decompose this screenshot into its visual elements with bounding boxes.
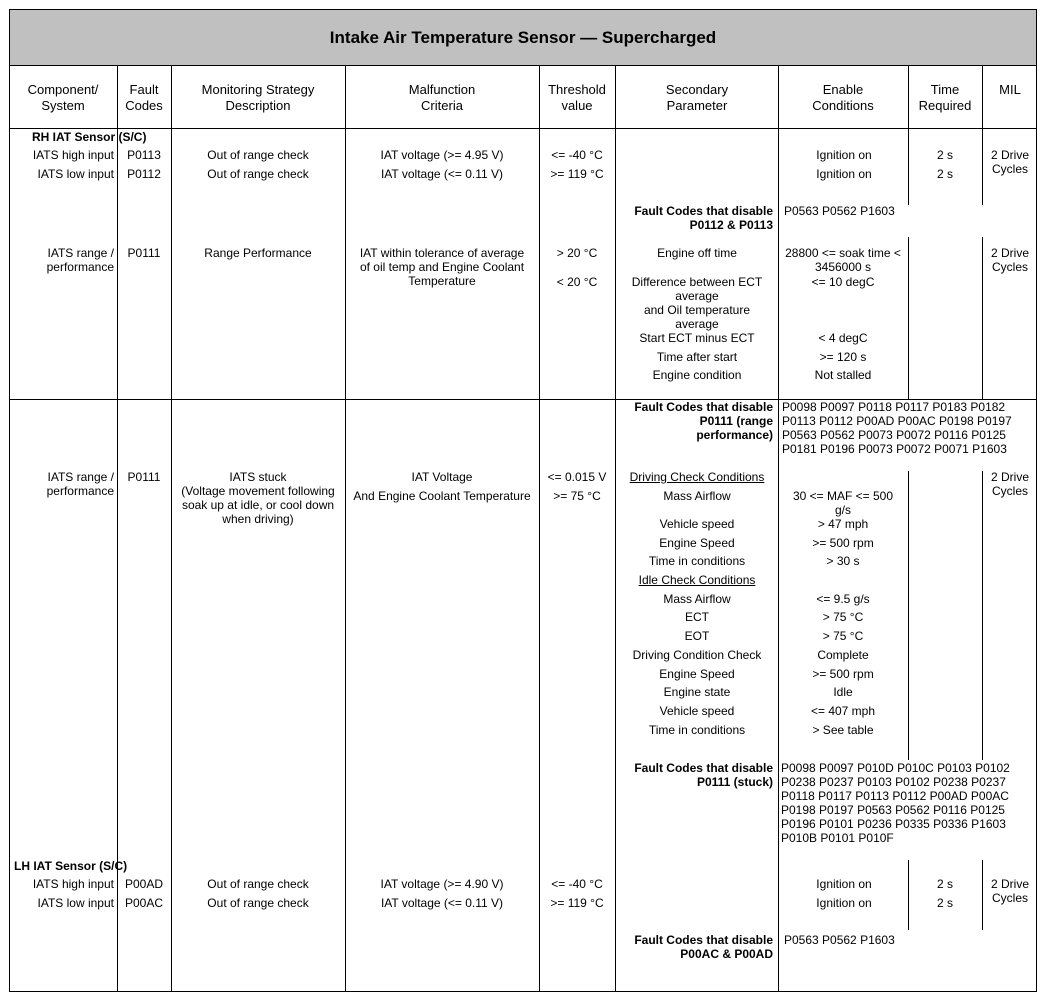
criteria-cell: IAT voltage (<= 0.11 V) [380, 896, 504, 910]
criteria-cell: IAT within tolerance of average of oil temp and Engine Coolant Temperature [359, 246, 525, 288]
enable-condition: <= 9.5 g/s [816, 592, 870, 606]
secondary-parameter: Time after start [656, 350, 738, 364]
secondary-parameter: Vehicle speed [659, 517, 735, 531]
disable-codes: P0563 P0562 P1603 [784, 933, 895, 947]
header-secondary: Secondary Parameter [665, 82, 729, 113]
monitoring-cell: Range Performance [204, 246, 312, 260]
secondary-parameter: Engine Speed [659, 536, 735, 550]
secondary-parameter: Vehicle speed [659, 704, 735, 718]
criteria-cell: IAT voltage (>= 4.95 V) [380, 148, 504, 162]
enable-condition: >= 120 s [819, 350, 867, 364]
enable-condition: > 30 s [826, 554, 860, 568]
header-malfunction: Malfunction Criteria [408, 82, 476, 113]
column-divider [908, 471, 909, 760]
secondary-parameter: Difference between ECT average and Oil temperature average [631, 275, 763, 331]
enable-condition: Complete [817, 648, 869, 662]
fault-code-cell: P0112 [127, 167, 161, 181]
criteria-cell: And Engine Coolant Temperature [353, 489, 531, 503]
header-fault-codes: Fault Codes [125, 82, 163, 113]
component-cell: IATS low input [37, 167, 114, 181]
threshold-cell: <= -40 °C [551, 148, 603, 162]
secondary-parameter: Mass Airflow [663, 592, 731, 606]
component-cell: IATS range / performance [46, 246, 114, 274]
column-divider [345, 65, 346, 991]
mil-cell: 2 Drive Cycles [990, 877, 1030, 905]
disable-label: Fault Codes that disable P0111 (stuck) [634, 761, 773, 789]
enable-cell: Ignition on [816, 877, 872, 891]
enable-condition: Idle [833, 685, 853, 699]
secondary-parameter: Start ECT minus ECT [639, 331, 755, 345]
secondary-parameter: Time in conditions [648, 723, 746, 737]
disable-codes: P0563 P0562 P1603 [784, 204, 895, 218]
time-cell: 2 s [936, 167, 954, 181]
table-border-bottom [9, 991, 1037, 992]
threshold-cell: > 20 °C [556, 246, 598, 260]
column-divider [908, 65, 909, 205]
enable-condition: > 75 °C [822, 629, 864, 643]
header-component: Component/ System [27, 82, 99, 113]
enable-condition: 28800 <= soak time < 3456000 s [785, 246, 901, 274]
column-divider [615, 65, 616, 991]
disable-label: Fault Codes that disable P0111 (range performance) [634, 400, 773, 442]
mil-cell: 2 Drive Cycles [990, 470, 1030, 498]
fault-code-cell: P0111 [127, 246, 161, 260]
idle-check-heading: Idle Check Conditions [638, 573, 756, 587]
fault-code-cell: P00AC [124, 896, 164, 910]
enable-condition: > See table [812, 723, 874, 737]
fault-code-cell: P0113 [127, 148, 161, 162]
column-divider [908, 860, 909, 930]
disable-codes: P0098 P0097 P010D P010C P0103 P0102 P0238 P0237 P0103 P0102 P0238 P0237 P0118 P0117 P0113 P0112 P00AD P00AC P0198 P0197 P0563 P0562 P0116 P0125 P0196 P0101 P0236 P0335 P0336 P1603 P010B P0101 P010F [781, 761, 1010, 845]
header-threshold: Threshold value [548, 82, 606, 113]
monitoring-cell: Out of range check [207, 148, 309, 162]
enable-cell: Ignition on [816, 148, 872, 162]
monitoring-cell: IATS stuck (Voltage movement following soak up at idle, or cool down when driving) [181, 470, 335, 526]
column-divider [908, 237, 909, 399]
enable-condition: < 4 degC [818, 331, 868, 345]
monitoring-cell: Out of range check [207, 877, 309, 891]
enable-cell: Ignition on [816, 167, 872, 181]
component-cell: IATS low input [37, 896, 114, 910]
header-time: Time Required [918, 82, 972, 113]
secondary-parameter: Engine condition [652, 368, 742, 382]
secondary-parameter: Driving Condition Check [632, 648, 762, 662]
component-cell: IATS range / performance [46, 470, 114, 498]
secondary-parameter: Engine state [663, 685, 731, 699]
section-title: LH IAT Sensor (S/C) [14, 859, 128, 873]
monitoring-cell: Out of range check [207, 167, 309, 181]
fault-code-cell: P00AD [124, 877, 164, 891]
title-border-bottom [9, 65, 1037, 66]
column-divider [982, 860, 983, 930]
time-cell: 2 s [936, 148, 954, 162]
secondary-parameter: Mass Airflow [663, 489, 731, 503]
driving-check-heading: Driving Check Conditions [629, 470, 765, 484]
table-border-left [9, 9, 10, 992]
component-cell: IATS high input [32, 877, 114, 891]
enable-condition: > 47 mph [817, 517, 869, 531]
time-cell: 2 s [936, 877, 954, 891]
section-title: RH IAT Sensor (S/C) [32, 130, 147, 144]
enable-condition: >= 500 rpm [812, 536, 874, 550]
threshold-cell: <= -40 °C [551, 877, 603, 891]
disable-label: Fault Codes that disable P0112 & P0113 [634, 204, 773, 232]
column-divider [778, 65, 779, 991]
disable-codes: P0098 P0097 P0118 P0117 P0183 P0182 P0113 P0112 P00AD P00AC P0198 P0197 P0563 P0562 P0073 P0072 P0116 P0125 P0181 P0196 P0073 P0072 P0071 P1603 [782, 400, 1012, 456]
column-divider [982, 65, 983, 205]
column-divider [171, 65, 172, 991]
secondary-parameter: Engine off time [657, 246, 737, 260]
header-enable: Enable Conditions [812, 82, 874, 113]
criteria-cell: IAT voltage (>= 4.90 V) [380, 877, 504, 891]
header-monitoring: Monitoring Strategy Description [201, 82, 315, 113]
secondary-parameter: Engine Speed [659, 667, 735, 681]
enable-condition: 30 <= MAF <= 500 g/s [792, 489, 894, 517]
page-title: Intake Air Temperature Sensor — Supercharged [329, 28, 717, 47]
mil-cell: 2 Drive Cycles [990, 246, 1030, 274]
secondary-parameter: Time in conditions [648, 554, 746, 568]
secondary-parameter: EOT [684, 629, 710, 643]
column-divider [982, 237, 983, 399]
time-cell: 2 s [936, 896, 954, 910]
enable-condition: <= 407 mph [810, 704, 876, 718]
secondary-parameter: ECT [685, 610, 709, 624]
column-divider [982, 471, 983, 760]
criteria-cell: IAT Voltage [411, 470, 473, 484]
threshold-cell: >= 119 °C [550, 896, 604, 910]
header-border-bottom [9, 128, 1037, 129]
enable-condition: <= 10 degC [811, 275, 875, 289]
monitoring-cell: Out of range check [207, 896, 309, 910]
table-border-top [9, 9, 1037, 10]
threshold-cell: >= 75 °C [553, 489, 601, 503]
column-divider [539, 65, 540, 991]
threshold-cell: < 20 °C [556, 275, 598, 289]
enable-cell: Ignition on [816, 896, 872, 910]
component-cell: IATS high input [32, 148, 114, 162]
header-mil: MIL [999, 82, 1021, 97]
enable-condition: Not stalled [814, 368, 872, 382]
threshold-cell: >= 119 °C [550, 167, 604, 181]
criteria-cell: IAT voltage (<= 0.11 V) [380, 167, 504, 181]
enable-condition: > 75 °C [822, 610, 864, 624]
table-border-right [1036, 9, 1037, 992]
enable-condition: >= 500 rpm [812, 667, 874, 681]
mil-cell: 2 Drive Cycles [990, 148, 1030, 176]
threshold-cell: <= 0.015 V [547, 470, 607, 484]
disable-label: Fault Codes that disable P00AC & P00AD [634, 933, 773, 961]
fault-code-cell: P0111 [127, 470, 161, 484]
column-divider [117, 65, 118, 991]
